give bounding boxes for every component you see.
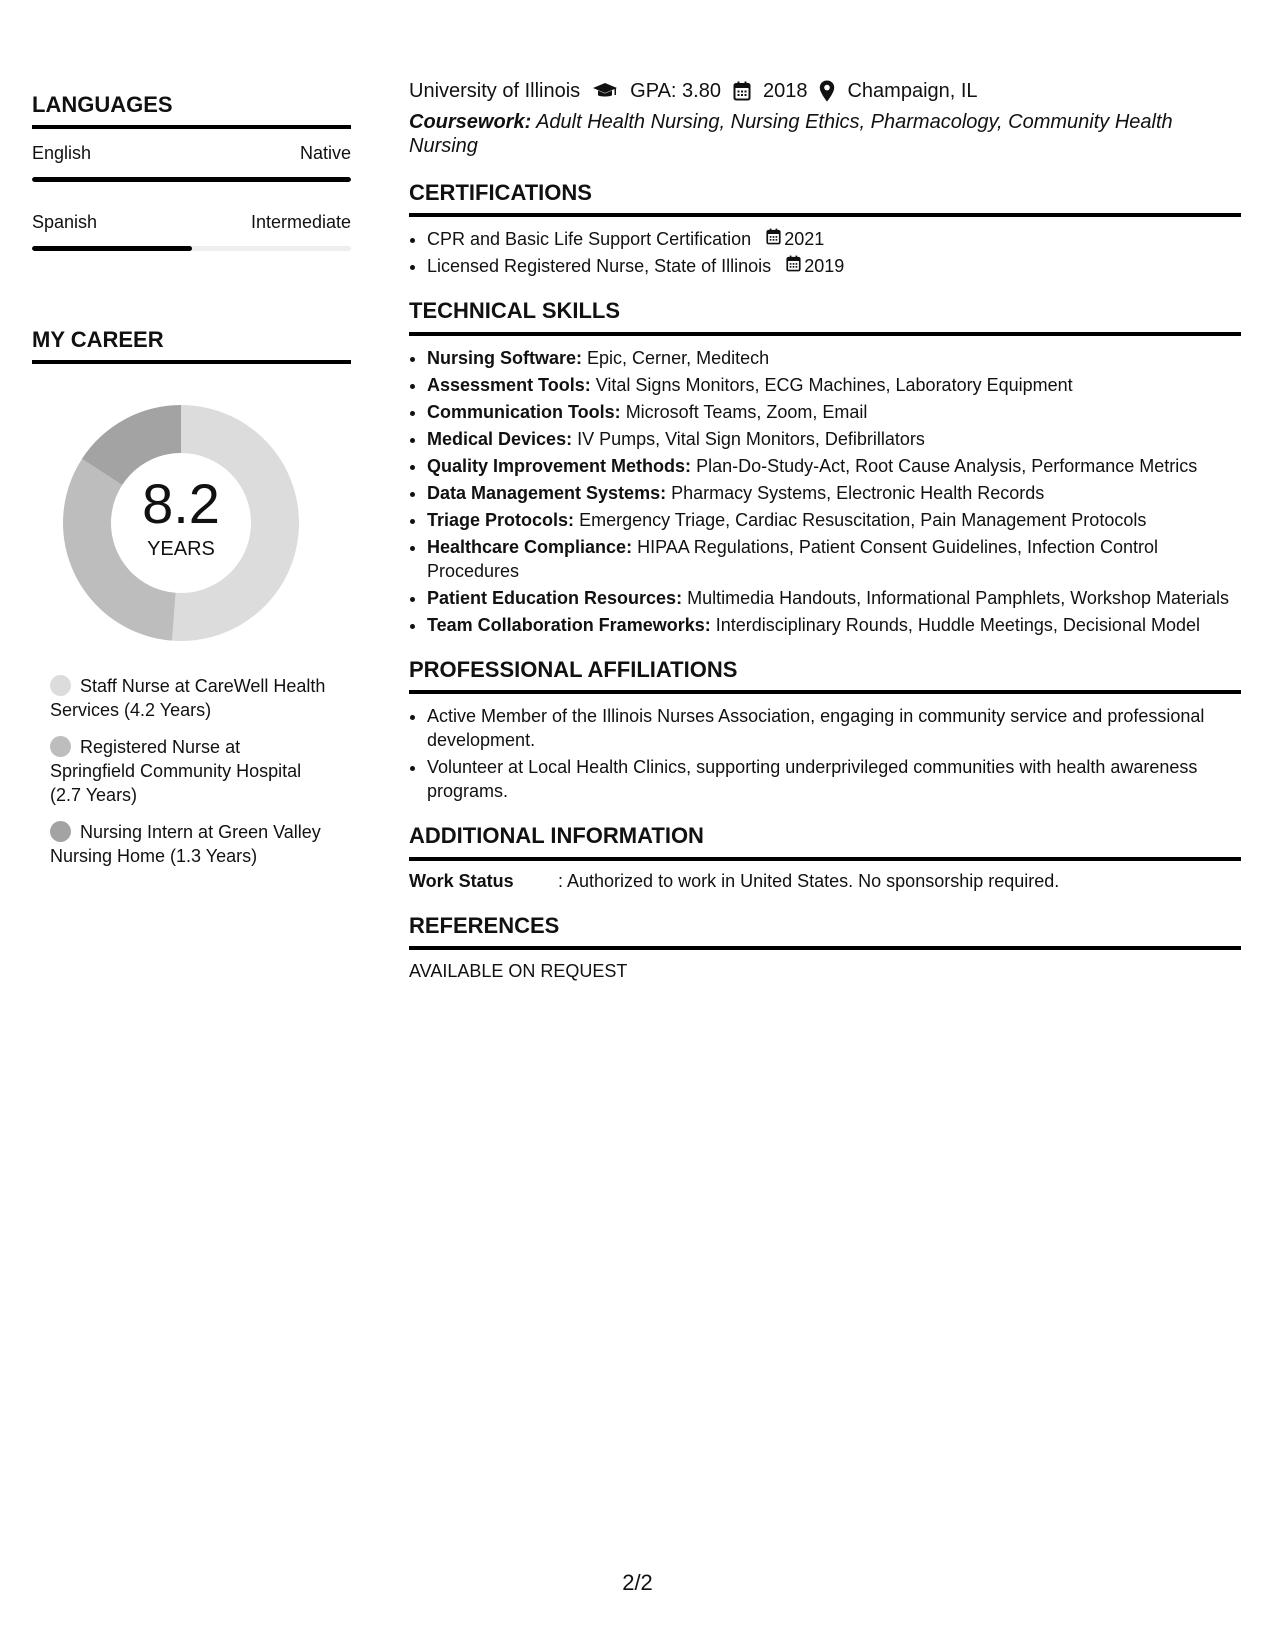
page-number: 2/2 bbox=[622, 1570, 653, 1595]
legend-item bbox=[50, 735, 330, 807]
skill-item bbox=[427, 346, 1241, 370]
skill-value: Microsoft Teams, Zoom, Email bbox=[625, 401, 868, 422]
language-level: Native bbox=[299, 143, 351, 164]
affiliation-item: • Volunteer at Local Health Clinics, supporting underprivileged communities with health awareness programs. bbox=[427, 755, 1241, 803]
career-total-years: 8.2 bbox=[142, 472, 220, 536]
education-gpa: GPA: 3.80 bbox=[630, 80, 721, 102]
skill-value: Vital Signs Monitors, ECG Machines, Laboratory Equipment bbox=[595, 374, 1073, 395]
skill-item bbox=[427, 613, 1241, 637]
skills-heading: TECHNICAL SKILLS bbox=[409, 298, 621, 324]
skill-value: Pharmacy Systems, Electronic Health Records bbox=[671, 482, 1045, 503]
affiliations-section bbox=[409, 657, 1241, 803]
skill-value: Epic, Cerner, Meditech bbox=[587, 347, 770, 368]
skill-label: Assessment Tools: bbox=[427, 374, 591, 395]
legend-label: Registered Nurse at Springfield Community Hospital (2.7 Years) bbox=[50, 736, 302, 805]
skill-label: Medical Devices: bbox=[427, 428, 573, 449]
skill-item bbox=[427, 400, 1241, 424]
right-column bbox=[409, 78, 1241, 983]
affiliations-heading: PROFESSIONAL AFFILIATIONS bbox=[409, 656, 738, 682]
references-text: AVAILABLE ON REQUEST bbox=[409, 960, 628, 981]
skill-label: Team Collaboration Frameworks: bbox=[427, 614, 711, 635]
additional-info-rule bbox=[409, 857, 1241, 861]
certification-date bbox=[766, 227, 824, 251]
skill-item bbox=[427, 586, 1241, 610]
language-proficiency-bar bbox=[32, 246, 351, 251]
additional-info-section bbox=[409, 823, 1241, 892]
affiliations-rule bbox=[409, 690, 1241, 694]
skills-section bbox=[409, 298, 1241, 636]
references-rule bbox=[409, 946, 1241, 950]
languages-rule bbox=[32, 125, 351, 129]
legend-swatch bbox=[50, 675, 71, 696]
certifications-section bbox=[409, 180, 1241, 278]
language-name: Spanish bbox=[32, 211, 98, 232]
skill-label: Healthcare Compliance: bbox=[427, 536, 633, 557]
skill-item bbox=[427, 427, 1241, 451]
skill-value: IV Pumps, Vital Sign Monitors, Defibrillators bbox=[577, 428, 925, 449]
coursework bbox=[409, 110, 1241, 158]
calendar-icon bbox=[786, 254, 801, 278]
certification-item bbox=[427, 254, 1241, 278]
calendar-icon bbox=[766, 227, 781, 251]
coursework-list: Adult Health Nursing, Nursing Ethics, Pharmacology, Community Health Nursing bbox=[409, 111, 1173, 157]
language-item-spanish bbox=[32, 212, 351, 251]
references-heading: REFERENCES bbox=[409, 912, 560, 938]
skill-label: Data Management Systems: bbox=[427, 482, 667, 503]
skill-value: Multimedia Handouts, Informational Pamphlets, Workshop Materials bbox=[687, 587, 1229, 608]
languages-heading: LANGUAGES bbox=[32, 92, 173, 117]
certification-name: Licensed Registered Nurse, State of Illinois bbox=[427, 256, 772, 277]
skills-rule bbox=[409, 332, 1241, 336]
language-row bbox=[32, 143, 351, 165]
language-row bbox=[32, 212, 351, 234]
legend-label: Nursing Intern at Green Valley Nursing Home (1.3 Years) bbox=[50, 821, 321, 866]
legend-swatch bbox=[50, 736, 71, 757]
skill-label: Nursing Software: bbox=[427, 347, 583, 368]
skill-label: Quality Improvement Methods: bbox=[427, 455, 692, 476]
skill-item bbox=[427, 535, 1241, 583]
skill-label: Patient Education Resources: bbox=[427, 587, 683, 608]
legend-item bbox=[50, 674, 330, 722]
donut-center bbox=[56, 398, 306, 648]
location-pin-icon bbox=[819, 80, 835, 102]
language-proficiency-fill bbox=[32, 177, 351, 182]
calendar-icon bbox=[733, 81, 751, 101]
career-rule bbox=[32, 360, 351, 364]
skill-value: Plan-Do-Study-Act, Root Cause Analysis, Performance Metrics bbox=[696, 455, 1198, 476]
certification-date bbox=[786, 254, 844, 278]
certification-year: 2021 bbox=[784, 229, 825, 250]
legend-swatch bbox=[50, 821, 71, 842]
education-year: 2018 bbox=[762, 80, 808, 102]
language-proficiency-bar bbox=[32, 177, 351, 182]
language-item-english bbox=[32, 143, 351, 182]
language-name: English bbox=[32, 143, 92, 164]
references-section bbox=[409, 913, 1241, 983]
certifications-list bbox=[409, 227, 1241, 278]
work-status-label: Work Status bbox=[409, 870, 514, 891]
affiliation-item: • Active Member of the Illinois Nurses Association, engaging in community service and professional development. bbox=[427, 704, 1241, 752]
certification-name: CPR and Basic Life Support Certification bbox=[427, 229, 752, 250]
education-location: Champaign, IL bbox=[847, 80, 978, 102]
skill-label: Communication Tools: bbox=[427, 401, 621, 422]
certification-item bbox=[427, 227, 1241, 251]
skill-label: Triage Protocols: bbox=[427, 509, 575, 530]
graduation-cap-icon bbox=[592, 82, 618, 100]
certifications-heading: CERTIFICATIONS bbox=[409, 180, 592, 205]
career-donut-chart bbox=[56, 398, 306, 648]
language-proficiency-fill bbox=[32, 246, 192, 251]
left-column bbox=[32, 92, 351, 881]
skill-value: Interdisciplinary Rounds, Huddle Meetings, Decisional Model bbox=[715, 614, 1200, 635]
education-school: University of Illinois bbox=[409, 80, 581, 102]
skill-item bbox=[427, 481, 1241, 505]
career-years-unit: YEARS bbox=[147, 538, 215, 561]
legend-item bbox=[50, 820, 330, 868]
skill-value: HIPAA Regulations, Patient Consent Guidelines, Infection Control Procedures bbox=[427, 536, 1159, 581]
skill-item bbox=[427, 454, 1241, 478]
work-status-row bbox=[409, 869, 1241, 893]
affiliations-list bbox=[409, 704, 1241, 803]
career-legend bbox=[50, 674, 330, 868]
additional-info-heading: ADDITIONAL INFORMATION bbox=[409, 823, 704, 849]
certification-year: 2019 bbox=[804, 256, 845, 277]
skill-item bbox=[427, 373, 1241, 397]
skill-value: Emergency Triage, Cardiac Resuscitation, Pain Management Protocols bbox=[579, 509, 1147, 530]
skills-list bbox=[409, 346, 1241, 637]
skill-item bbox=[427, 508, 1241, 532]
certifications-rule bbox=[409, 213, 1241, 217]
career-heading: MY CAREER bbox=[32, 326, 164, 352]
education-line bbox=[409, 78, 1241, 104]
language-level: Intermediate bbox=[250, 211, 351, 232]
work-status-value: : Authorized to work in United States. No sponsorship required. bbox=[558, 870, 1060, 891]
legend-label: Staff Nurse at CareWell Health Services (4.2 Years) bbox=[50, 675, 326, 720]
coursework-label: Coursework: bbox=[409, 111, 532, 133]
